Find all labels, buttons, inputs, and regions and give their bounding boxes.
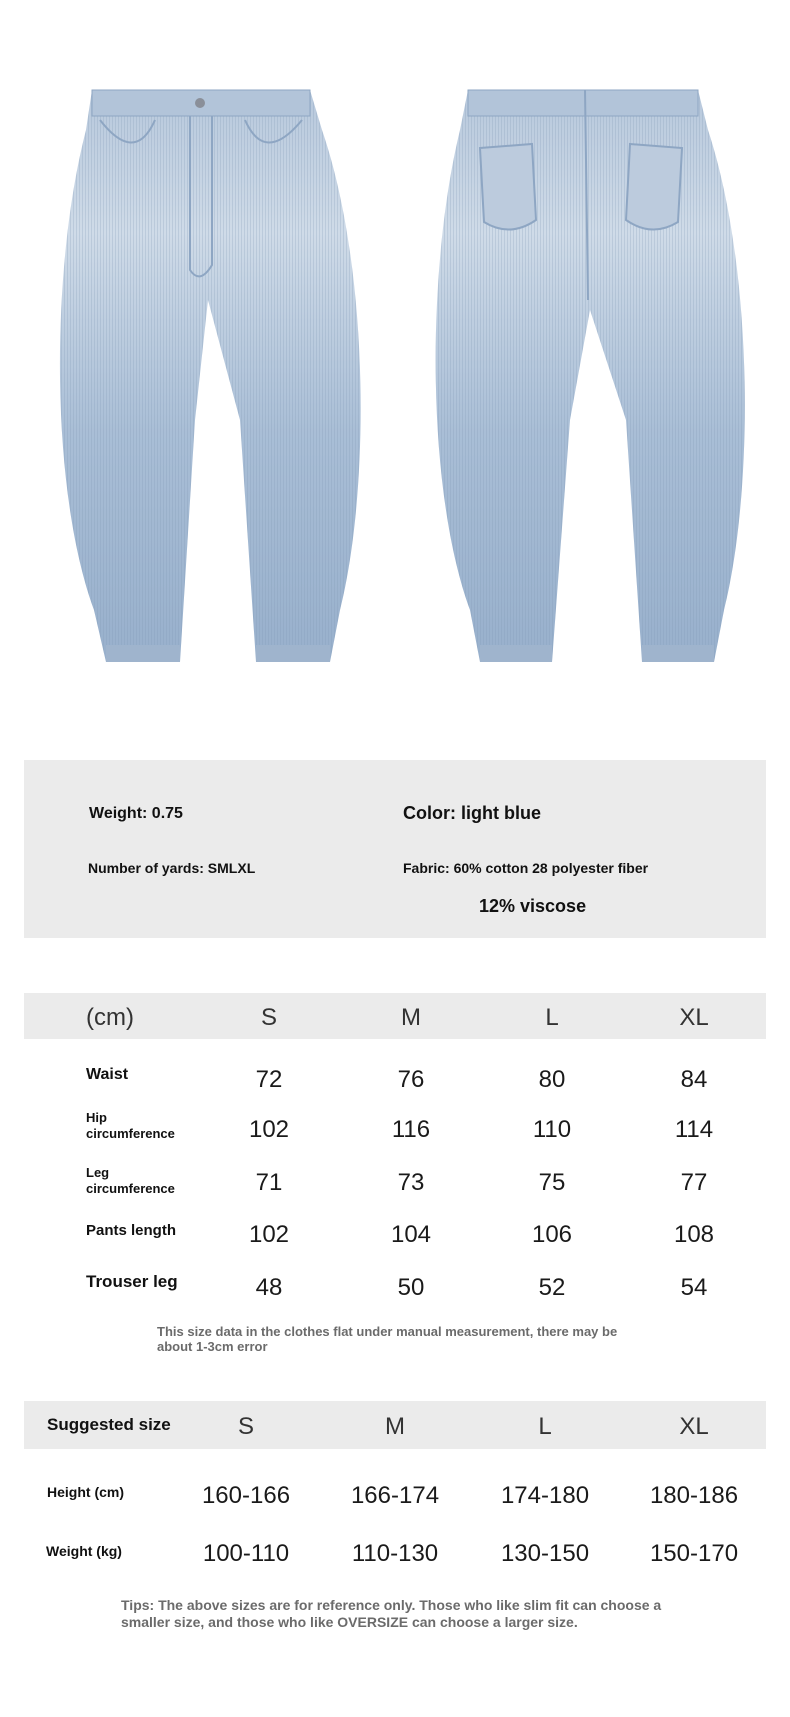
color-info: Color: light blue [403,803,541,823]
table-cell: 114 [674,1116,714,1143]
row-label-waist: Waist [86,1066,129,1083]
size-header-s: S [260,1004,278,1031]
row-label-trouser-leg: Trouser leg [86,1272,178,1291]
suggested-header-s: S [237,1413,255,1440]
table-cell: 106 [531,1221,573,1248]
jeans-back-view [420,70,750,680]
table-cell: 80 [538,1066,566,1093]
suggested-header-xl: XL [679,1413,709,1440]
table-cell: 75 [538,1169,566,1196]
table-cell: 108 [673,1221,715,1248]
size-header-xl: XL [679,1004,709,1031]
row-label-weight: Weight (kg) [46,1543,122,1559]
size-tips: Tips: The above sizes are for reference only. Those who like slim fit can choose a smaller size, and those who like OVERSIZE can choose a larger size. [121,1597,662,1630]
unit-label: (cm) [86,1004,134,1031]
row-label-leg-line2: circumference [86,1181,175,1196]
fabric-info: Fabric: 60% cotton 28 polyester fiber [403,860,649,876]
suggested-header-l: L [538,1413,552,1440]
jeans-front-view [40,70,370,680]
table-cell: 116 [391,1116,431,1143]
table-cell: 160-166 [201,1482,291,1509]
size-table-header [24,993,766,1039]
size-header-m: M [401,1004,421,1031]
table-cell: 77 [680,1169,708,1196]
table-cell: 180-186 [649,1482,739,1509]
row-label-leg-line1: Leg [86,1165,110,1180]
table-cell: 71 [255,1169,283,1196]
table-cell: 76 [397,1066,425,1093]
suggested-header-m: M [385,1413,405,1440]
table-cell: 102 [248,1116,290,1143]
table-cell: 48 [255,1274,283,1301]
table-cell: 166-174 [350,1482,440,1509]
table-cell: 110 [532,1116,572,1143]
table-cell: 73 [397,1169,425,1196]
measurement-note: This size data in the clothes flat under manual measurement, there may be about 1-3cm error [157,1324,618,1354]
row-label-height: Height (cm) [47,1484,124,1500]
table-cell: 52 [538,1274,566,1301]
table-cell: 100-110 [202,1540,290,1567]
table-cell: 84 [680,1066,708,1093]
yards-info: Number of yards: SMLXL [88,860,256,876]
table-cell: 150-170 [649,1540,739,1567]
table-cell: 130-150 [500,1540,590,1567]
table-cell: 50 [397,1274,425,1301]
weight-info: Weight: 0.75 [89,805,183,822]
table-cell: 104 [390,1221,432,1248]
row-label-hip-line1: Hip [86,1110,107,1125]
table-cell: 174-180 [500,1482,590,1509]
product-info-panel [24,760,766,938]
table-cell: 102 [248,1221,290,1248]
table-cell: 72 [255,1066,283,1093]
table-cell: 110-130 [351,1540,439,1567]
suggested-size-label: Suggested size [47,1415,171,1434]
table-cell: 54 [680,1274,708,1301]
row-label-hip-line2: circumference [86,1126,175,1141]
fabric-extra-info: 12% viscose [479,896,587,916]
size-header-l: L [545,1004,559,1031]
row-label-pants-length: Pants length [86,1222,177,1239]
